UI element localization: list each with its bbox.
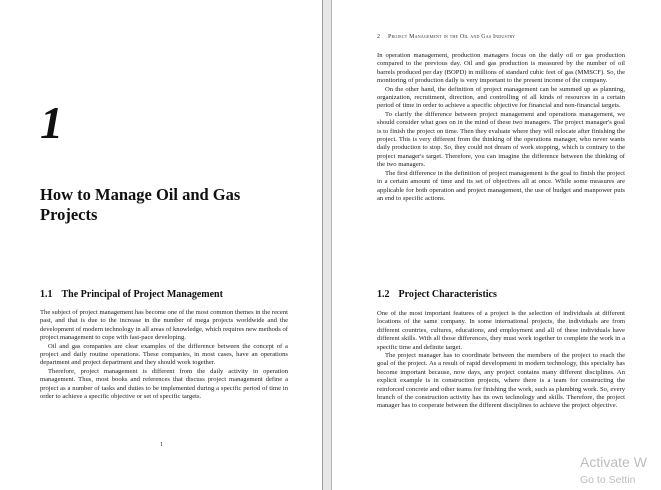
right-page [332,0,661,490]
activation-watermark [580,453,661,489]
page-number: 1 [160,441,164,448]
watermark-line-1: Activate W [580,454,647,470]
paragraph: The first difference in the definition of project management is the goal to finish the project in a certain amount of time and its set of objectives all at once. While some measures are applicable for both operation and project management, the use of budget and manpower puts an end to specific actions. [377,169,625,202]
paragraph: The project manager has to coordinate between the members of the project to reach the goal of the project. As a result of rapid development in modern technology, this specialty has become important because, now days, any project contains many different disciplines. An explicit example is in construction projects, where there is a team for constructing the reinforced concrete and other teams for finishing the work, such as plumbing work. So, every branch of the construction activity has its own technology and skills. Therefore, the project manager has to cooperate between the different disciplines to achieve the project objective. [377,352,625,410]
section-number: 1.2 [377,289,390,300]
section-heading-1-1 [40,289,223,301]
page-number: 2 [377,34,380,40]
paragraph: One of the most important features of a project is the selection of individuals at different locations of the same company. In some international projects, the individuals are from different countries, cultures, educations, and employment and all of these individuals have different skills. With all those differences, they must work together to complete the work in a specific time and definite target. [377,310,625,351]
paragraph: In operation management, production managers focus on the daily oil or gas production compared to the previous day. Oil and gas production is measured by the number of oil barrels produced per day (BOPD) in millions of standard cubic feet of gas (MMSCF). So, the monitoring of production daily is very important to the present income of the company. [377,52,625,85]
section-title: The Principal of Project Management [61,289,223,300]
watermark-line-2: Go to Settin [580,474,636,486]
paragraph: Oil and gas companies are clear examples of the difference between the concept of a project and daily routine operations. These companies, in most cases, have an operations department and project department and they should work together. [40,342,288,367]
paragraph: On the other hand, the definition of project management can be summed up as planning, organization, recruitment, direction, and controlling of all kinds of resources in a certain period of time in order to achieve a specific objective for financial and non-financial targets. [377,85,625,110]
paragraph: The subject of project management has become one of the most common themes in the recent past, and that is due to the increase in the number of mega projects worldwide and the development of modern technology in all areas of knowledge, which requires new methods of project management to cope with fast-pace developing. [40,309,288,342]
section-heading-1-2 [377,289,497,301]
chapter-number: 1 [40,97,63,148]
right-body-text-top [377,52,625,203]
chapter-title: How to Manage Oil and Gas Projects [40,185,241,224]
right-body-text-bottom [377,310,625,411]
running-header [377,33,515,41]
section-title: Project Characteristics [398,289,497,300]
running-header-title: Project Management in the Oil and Gas Industry [388,34,516,40]
left-body-text [40,309,288,401]
page-divider [322,0,332,490]
section-number: 1.1 [40,289,53,300]
left-page [0,0,322,490]
paragraph: Therefore, project management is different from the daily activity in operation management. Thus, most books and references that discuss project management define a project as a number of tasks and duties to be implemented during a specific period of time in order to achieve a specific objective or set of specific targets. [40,367,288,401]
paragraph: To clarify the difference between project management and operations management, we should consider what goes on in the mind of these two managers. The project manager's goal is to finish the project on time. Then they evaluate where they will relocate after finishing the project. This is very different from the thinking of the operations manager, who never wants daily production to stop. So, they could not dream of work stopping, which is contrary to the project manager's target. Therefore, you can imagine the difference between the thinking of the two managers. [377,110,625,169]
